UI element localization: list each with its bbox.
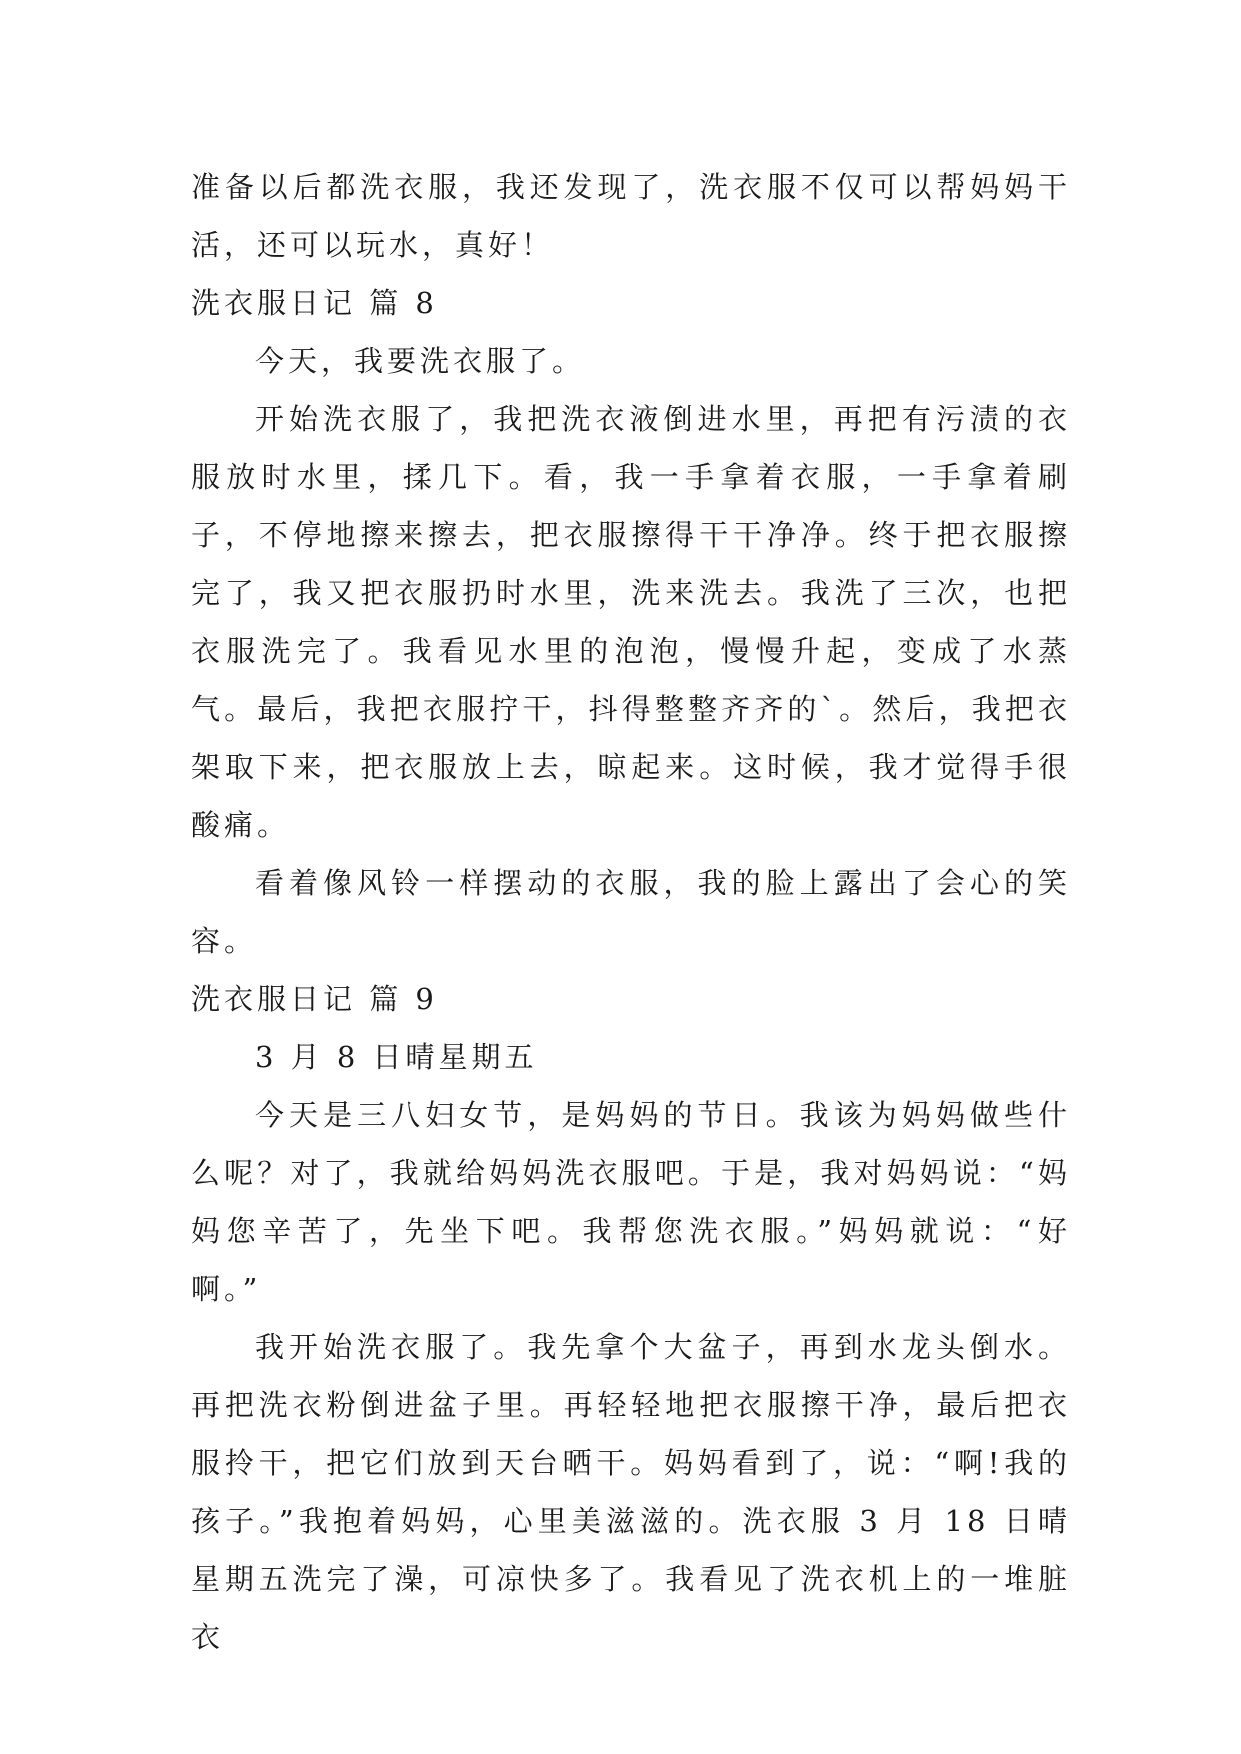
section-heading: 洗衣服日记 篇 9	[191, 982, 438, 1016]
paragraph: 今天，我要洗衣服了。	[255, 344, 586, 378]
paragraph: 开始洗衣服了，我把洗衣液倒进水里，再把有污渍的衣服放时水里，揉几下。看，我一手拿着衣服，一手拿着刷子，不停地擦来擦去，把衣服擦得干干净净。终于把衣服擦完了，我又把衣服扔时水里，洗来洗去。我洗了三次，也把衣服洗完了。我看见水里的泡泡，慢慢升起，变成了水蒸气。最后，我把衣服拧干，抖得整整齐齐的`。然后，我把衣架取下来，把衣服放上去，晾起来。这时候，我才觉得手很酸痛。	[191, 402, 1071, 842]
paragraph: 看着像风铃一样摆动的衣服，我的脸上露出了会心的笑容。	[191, 866, 1071, 958]
document-body	[191, 158, 1071, 1666]
paragraph: 我开始洗衣服了。我先拿个大盆子，再到水龙头倒水。再把洗衣粉倒进盆子里。再轻轻地把衣服擦干净，最后把衣服拎干，把它们放到天台晒干。妈妈看到了，说：“啊!我的孩子。”我抱着妈妈，心里美滋滋的。洗衣服 3 月 18 日晴星期五洗完了澡，可凉快多了。我看见了洗衣机上的一堆脏衣	[191, 1330, 1071, 1654]
paragraph: 今天是三八妇女节，是妈妈的节日。我该为妈妈做些什么呢？对了，我就给妈妈洗衣服吧。于是，我对妈妈说：“妈妈您辛苦了，先坐下吧。我帮您洗衣服。”妈妈就说：“好啊。”	[191, 1098, 1071, 1306]
date-line: 3 月 8 日晴星期五	[255, 1040, 538, 1074]
section-heading: 洗衣服日记 篇 8	[191, 286, 438, 320]
paragraph: 准备以后都洗衣服，我还发现了，洗衣服不仅可以帮妈妈干活，还可以玩水，真好！	[191, 170, 1071, 262]
